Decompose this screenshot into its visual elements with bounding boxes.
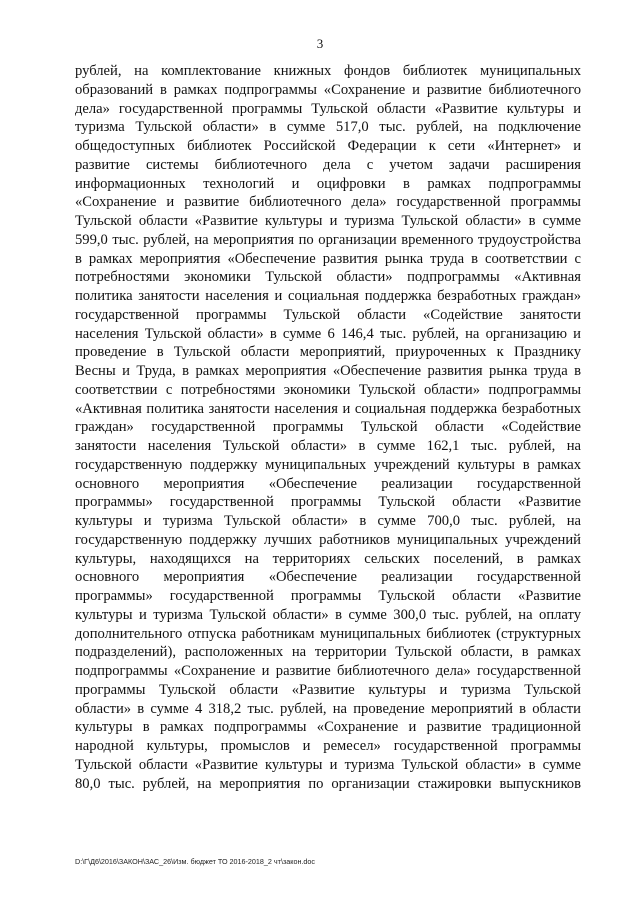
text-line: культуры и туризма Тульской области» в сумме 300,0 тыс. рублей, на оплату (75, 606, 581, 623)
text-line: занятости населения Тульской области» в сумме 162,1 тыс. рублей, на (75, 438, 581, 454)
text-line: информационных технологий и оцифровки в рамках подпрограммы (75, 175, 581, 192)
text-line: 80,0 тыс. рублей, на мероприятия по организации стажировки выпускников (75, 775, 581, 792)
text-line: общедоступных библиотек Российской Федерации к сети «Интернет» и (75, 138, 581, 154)
text-line: Тульской области «Развитие культуры и туризма Тульской области» в сумме (75, 213, 581, 229)
text-line: государственную поддержку лучших работников муниципальных учреждений (75, 531, 581, 548)
text-line: рублей, на комплектование книжных фондов библиотек муниципальных (75, 63, 581, 79)
text-line: программы» государственной программы Тульской области «Развитие (75, 588, 581, 604)
text-line: народной культуры, промыслов и ремесел» государственной программы (75, 738, 581, 754)
footer-file-path: D:\Г\Д6\2016\ЗАКОН\ЗАС_26\Изм. бюджет ТО 2016-2018_2 чт\закон.doc (75, 857, 316, 866)
text-line: культуры и туризма Тульской области» в сумме 700,0 тыс. рублей, на (75, 513, 581, 529)
text-line: государственную поддержку муниципальных учреждений культуры в рамках (75, 456, 581, 473)
text-line: основного мероприятия «Обеспечение реализации государственной (75, 475, 581, 492)
text-line: государственной программы Тульской области «Содействие занятости (75, 306, 581, 323)
text-line: туризма Тульской области» в сумме 517,0 тыс. рублей, на подключение (75, 119, 581, 136)
text-line: 599,0 тыс. рублей, на мероприятия по организации временного трудоустройства (75, 231, 581, 248)
text-line: населения Тульской области» в сумме 6 146,4 тыс. рублей, на организацию и (75, 325, 581, 342)
text-line: в рамках мероприятия «Обеспечение развития рынка труда в соответствии с (75, 250, 581, 267)
page-number: 3 (316, 36, 324, 51)
text-line: программы» государственной программы Тульской области «Развитие (75, 494, 581, 511)
text-line: граждан» государственной программы Тульской области «Содействие (75, 419, 581, 436)
text-line: культуры, находящихся на территориях сельских поселений, в рамках (75, 550, 581, 567)
text-line: «Сохранение и развитие библиотечного дела» государственной программы (75, 194, 581, 211)
text-line: Тульской области «Развитие культуры и туризма Тульской области» в сумме (75, 756, 581, 773)
text-line: дополнительного отпуска работникам муниципальных библиотек (структурных (75, 625, 581, 642)
text-line: политика занятости населения и социальная поддержка безработных граждан» (75, 288, 581, 304)
text-line: развитие системы библиотечного дела с учетом задачи расширения (75, 156, 581, 173)
text-line: проведение в Тульской области мероприятий, приуроченных к Празднику (75, 344, 581, 361)
text-line: соответствии с потребностями экономики Тульской области» подпрограммы (75, 381, 581, 398)
body-text (75, 62, 581, 793)
text-line: «Активная политика занятости населения и социальная поддержка безработных (75, 400, 581, 417)
text-line: дела» государственной программы Тульской области «Развитие культуры и (75, 100, 581, 117)
text-line: потребностями экономики Тульской области» подпрограммы «Активная (75, 269, 581, 286)
text-line: области» в сумме 4 318,2 тыс. рублей, на проведение мероприятий в области (75, 700, 581, 717)
text-line: Весны и Труда, в рамках мероприятия «Обеспечение развития рынка труда в (75, 363, 581, 379)
text-line: культуры в рамках подпрограммы «Сохранение и развитие традиционной (75, 719, 581, 736)
text-line: подпрограммы «Сохранение и развитие библиотечного дела» государственной (75, 663, 581, 679)
text-line: образований в рамках подпрограммы «Сохранение и развитие библиотечного (75, 81, 581, 98)
text-line: основного мероприятия «Обеспечение реализации государственной (75, 569, 581, 586)
text-line: подразделений), расположенных на территории Тульской области, в рамках (75, 644, 581, 661)
text-line: программы Тульской области «Развитие культуры и туризма Тульской (75, 681, 581, 698)
